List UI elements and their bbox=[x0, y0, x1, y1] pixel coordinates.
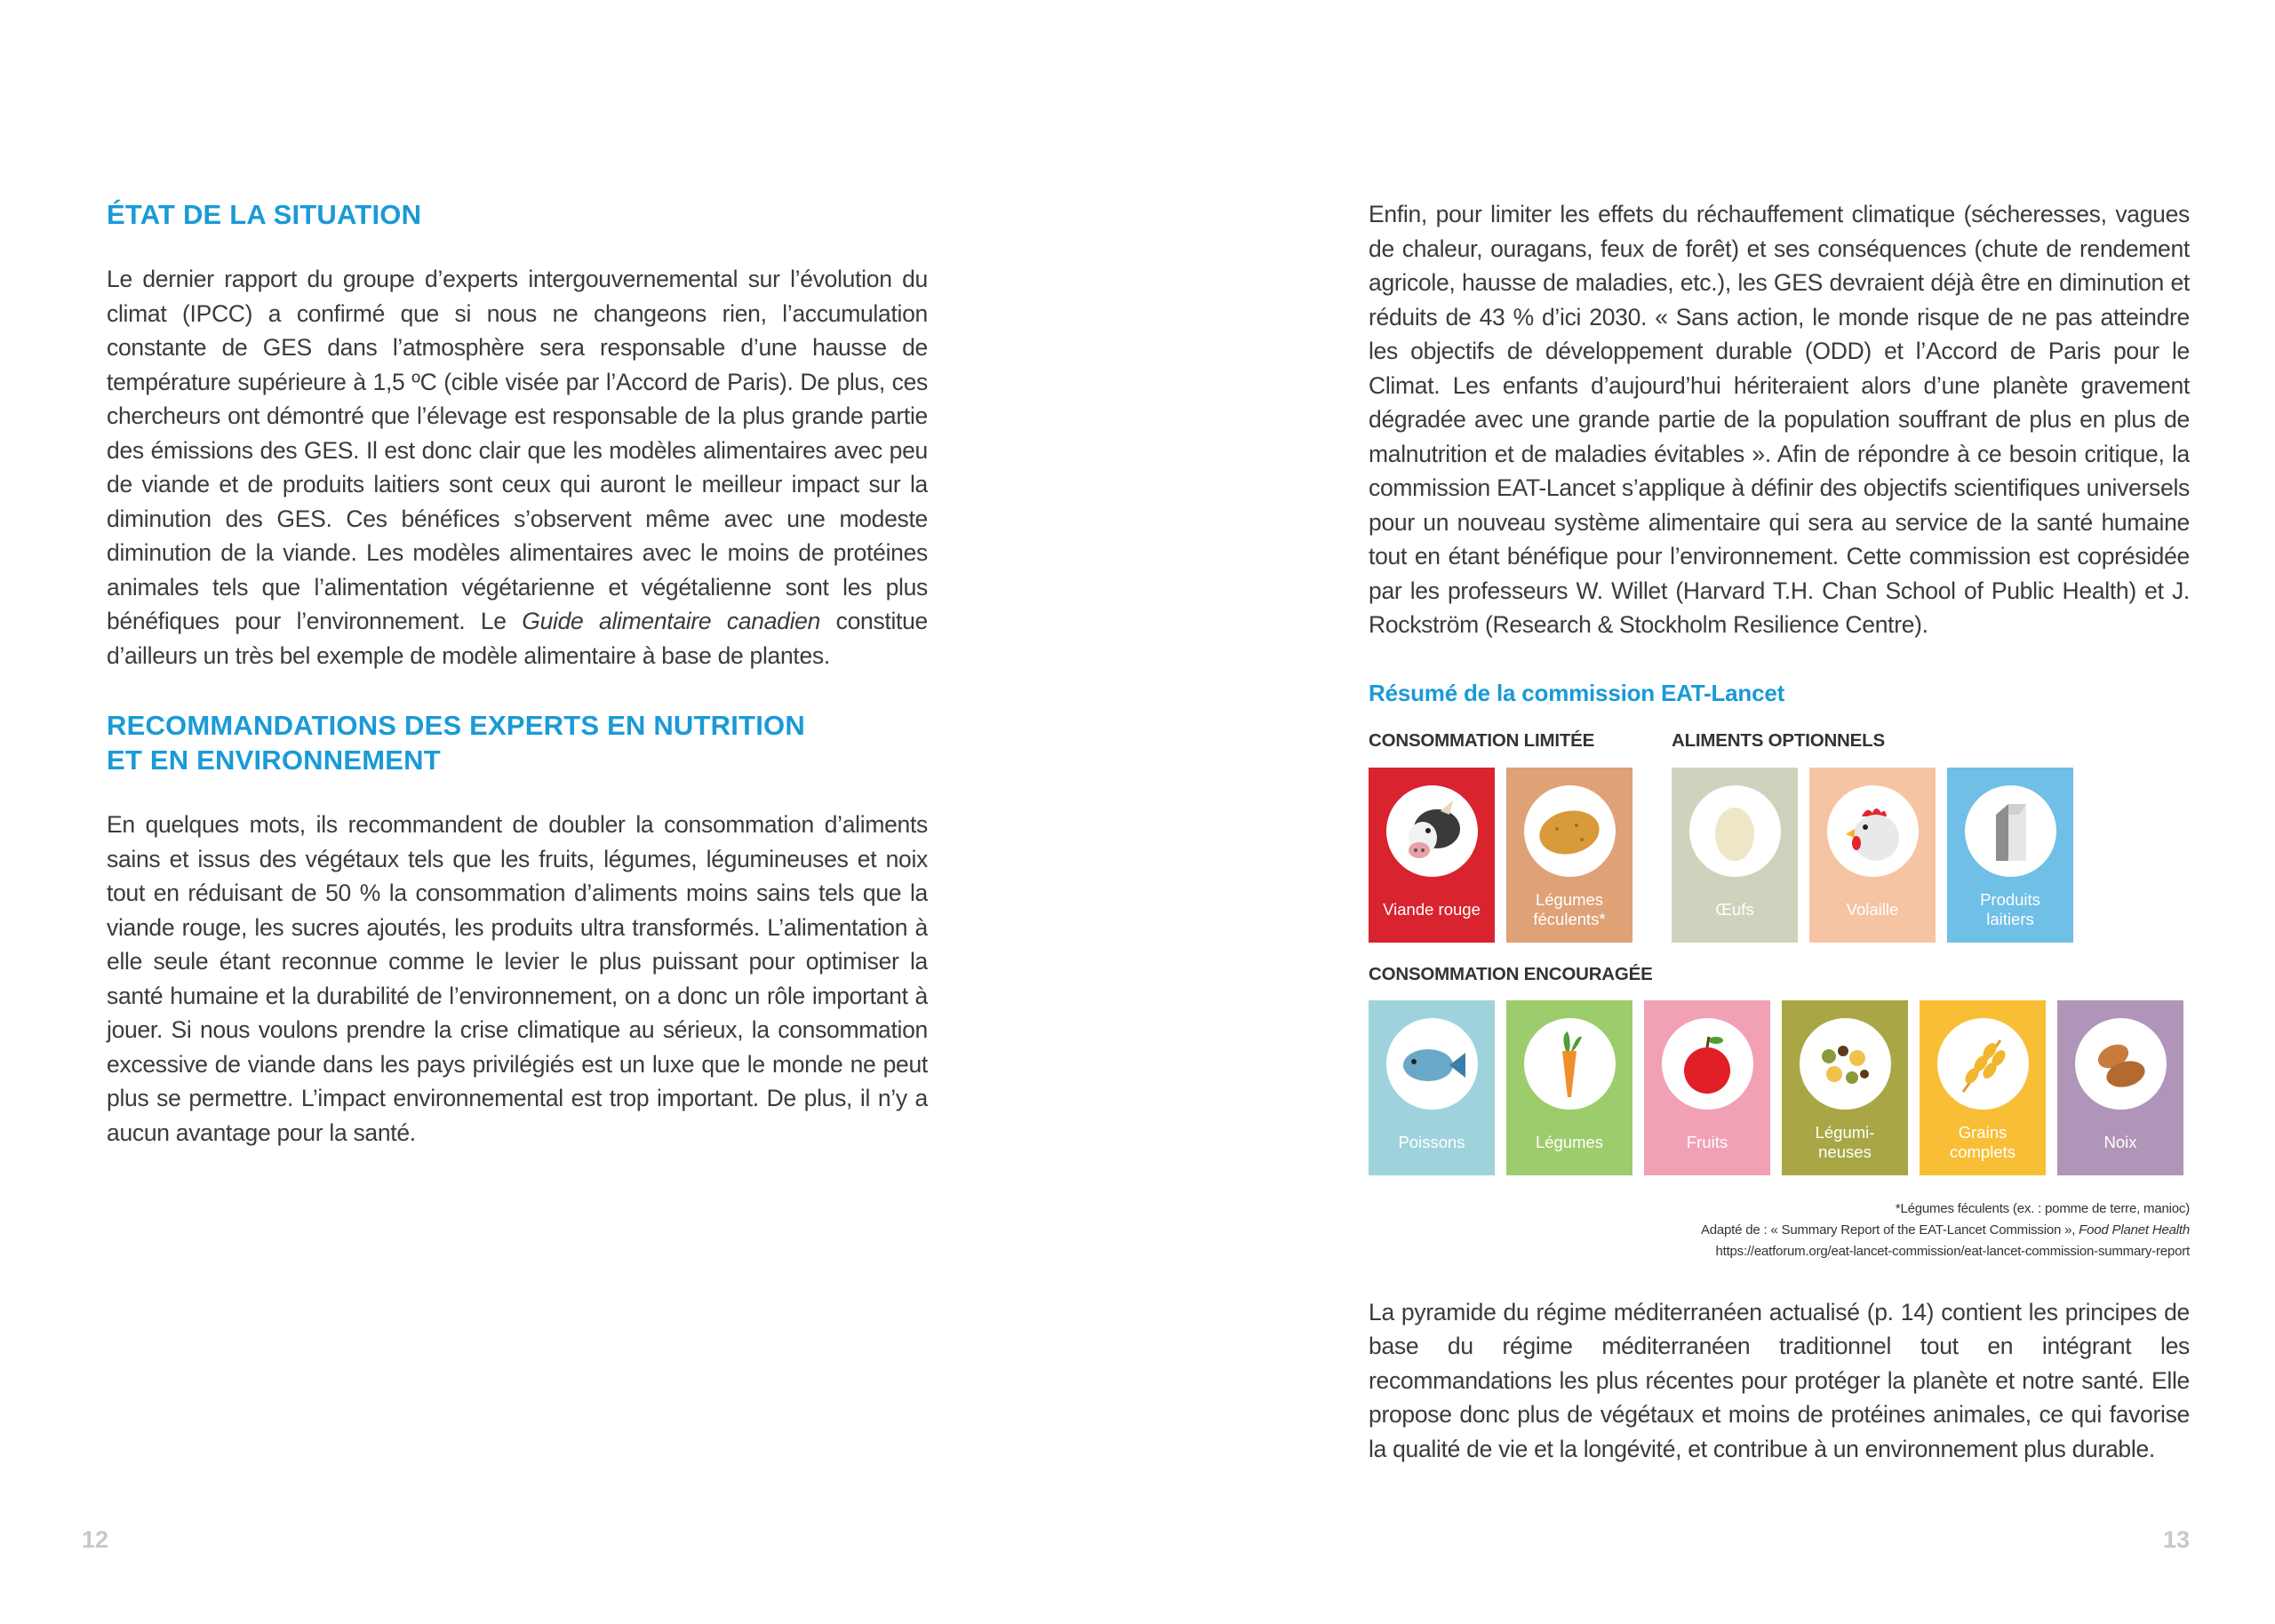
tile-label: Produits laitiers bbox=[1980, 889, 2040, 928]
tile-label: Viande rouge bbox=[1383, 899, 1481, 919]
tile-viande-rouge bbox=[1369, 768, 1495, 943]
guide-title-italic: Guide alimentaire canadien bbox=[522, 608, 821, 634]
tile-label: Poissons bbox=[1398, 1132, 1465, 1151]
paragraph-pyramide: La pyramide du régime méditerranéen actualisé (p. 14) contient les principes de base du régime méditerranéen traditionnel tout en intégrant les recommandations les plus récentes pour protéger la planète et notre santé. Elle propose donc plus de végétaux et moins de protéines animales, ce qui favorise la qualité de vie et la longévité, et contribue à un environnement plus durable. bbox=[1369, 1298, 2190, 1462]
tile-label: Noix bbox=[2103, 1132, 2137, 1151]
paragraph-text: constitue d’ailleurs un très bel exemple de modèle alimentaire à base de plantes. bbox=[107, 608, 928, 669]
page-number-left: 12 bbox=[82, 1526, 109, 1553]
apple-icon bbox=[1662, 1018, 1753, 1110]
nuts-icon bbox=[2075, 1018, 2167, 1110]
summary-title: Résumé de la commission EAT-Lancet bbox=[1369, 679, 1785, 706]
group-label-optional: ALIMENTS OPTIONNELS bbox=[1672, 729, 1885, 751]
heading-etat-situation: ÉTAT DE LA SITUATION bbox=[107, 199, 422, 230]
cow-icon bbox=[1386, 785, 1478, 877]
legumes-icon bbox=[1800, 1018, 1891, 1110]
heading-recommandations bbox=[107, 708, 928, 777]
footnote-source bbox=[1369, 1220, 2190, 1241]
tile-poissons bbox=[1369, 1000, 1495, 1175]
eat-lancet-summary-graphic bbox=[1369, 723, 2190, 1259]
tile-noix bbox=[2057, 1000, 2183, 1175]
tile-label: Légumes bbox=[1535, 1132, 1604, 1151]
page-number-right: 13 bbox=[2163, 1526, 2191, 1553]
tile-label: Grains complets bbox=[1949, 1122, 2016, 1161]
egg-icon bbox=[1689, 785, 1781, 877]
group-label-encouraged: CONSOMMATION ENCOURAGÉE bbox=[1369, 963, 1653, 984]
paragraph-recommandations: En quelques mots, ils recommandent de doubler la consommation d’aliments sains et issus des végétaux tels que les fruits, légumes, légumineuses et noix tout en réduisant de 50 % la consommation d’aliments moins sains tels que la viande rouge, les sucres ajoutés, les produits ultra transformés. L’alimentation à elle seule étant reconnue comme le levier le plus puissant pour optimiser la santé humaine et la durabilité de l’environnement, on a donc un rôle important à jouer. Si nous voulons prendre la crise climatique au sérieux, la consommation excessive de viande dans les pays privilégiés est un luxe que le monde ne peut plus se permettre. L’impact environnemental est trop important. De plus, il n’y a aucun avantage pour la santé. bbox=[107, 811, 928, 1146]
tile-label: Légumi- neuses bbox=[1815, 1122, 1875, 1161]
footnotes bbox=[1369, 1198, 2190, 1262]
tile-label: Fruits bbox=[1686, 1132, 1728, 1151]
tile-legumes-feculents bbox=[1506, 768, 1632, 943]
paragraph-etat-situation bbox=[107, 262, 928, 673]
chicken-icon bbox=[1827, 785, 1919, 877]
heading-line: RECOMMANDATIONS DES EXPERTS EN NUTRITION bbox=[107, 710, 805, 741]
fish-icon bbox=[1386, 1018, 1478, 1110]
tile-label: Légumes féculents* bbox=[1533, 889, 1606, 928]
footnote-italic: Food Planet Health bbox=[2079, 1222, 2190, 1238]
potato-icon bbox=[1524, 785, 1616, 877]
tile-legumes bbox=[1506, 1000, 1632, 1175]
footnote-legumes-feculents: *Légumes féculents (ex. : pomme de terre, manioc) bbox=[1895, 1200, 2190, 1216]
footnote-text: Adapté de : « Summary Report of the EAT-Lancet Commission », bbox=[1700, 1222, 2079, 1238]
footnote-url: https://eatforum.org/eat-lancet-commission/eat-lancet-commission-summary-report bbox=[1715, 1243, 2190, 1259]
milk-carton-icon bbox=[1965, 785, 2056, 877]
tile-produits-laitiers bbox=[1947, 768, 2073, 943]
paragraph-enfin: Enfin, pour limiter les effets du réchauffement climatique (sécheresses, vagues de chaleur, ouragans, feux de forêt) et ses conséquences (chute de rendement agricole, hausse de maladies, etc.), les GES devraient déjà être en diminution et réduits de 43 % d’ici 2030. « Sans action, le monde risque de ne pas atteindre les objectifs de développement durable (ODD) et l’Accord de Paris pour le Climat. Les enfants d’aujourd’hui hériteraient alors d’une planète gravement dégradée avec une grande partie de la population souffrant de plus en plus de malnutrition et de maladies évitables ». Afin de répondre à ce besoin critique, la commission EAT-Lancet s’applique à définir des objectifs scientifiques universels pour un nouveau système alimentaire qui sera au service de la santé humaine tout en étant bénéfique pour l’environnement. Cette commission est coprésidée par les professeurs W. Willet (Harvard T.H. Chan School of Public Health) et J. Rockström (Research & Stockholm Resilience Centre). bbox=[1369, 201, 2190, 638]
left-column bbox=[107, 197, 928, 1150]
tile-grains-complets bbox=[1920, 1000, 2046, 1175]
tile-volaille bbox=[1809, 768, 1936, 943]
tile-label: Œufs bbox=[1715, 899, 1754, 919]
tile-fruits bbox=[1644, 1000, 1770, 1175]
right-column bbox=[1369, 197, 2190, 1466]
group-label-limited: CONSOMMATION LIMITÉE bbox=[1369, 729, 1595, 751]
carrot-icon bbox=[1524, 1018, 1616, 1110]
tile-legumineuses bbox=[1782, 1000, 1908, 1175]
tile-oeufs bbox=[1672, 768, 1798, 943]
wheat-icon bbox=[1937, 1018, 2029, 1110]
heading-line: ET EN ENVIRONNEMENT bbox=[107, 744, 441, 776]
paragraph-text: Le dernier rapport du groupe d’experts intergouvernemental sur l’évolution du climat (IPCC) a confirmé que si nous ne changeons rien, l’accumulation constante de GES dans l’atmosphère sera responsable d’une hausse de température supérieure à 1,5 ºC (cible visée par l’Accord de Paris). De plus, ces chercheurs ont démontré que l’élevage est responsable de la plus grande partie des émissions des GES. Il est donc clair que les modèles alimentaires avec peu de viande et de produits laitiers sont ceux qui auront le meilleur impact sur la diminution des GES. Ces bénéfices s’observent même avec une modeste diminution de la viande. Les modèles alimentaires avec le moins de protéines animales tels que l’alimentation végétarienne et végétalienne sont les plus bénéfiques pour l’environnement. Le bbox=[107, 266, 928, 634]
right-page bbox=[1138, 0, 2275, 1624]
tile-label: Volaille bbox=[1846, 899, 1899, 919]
